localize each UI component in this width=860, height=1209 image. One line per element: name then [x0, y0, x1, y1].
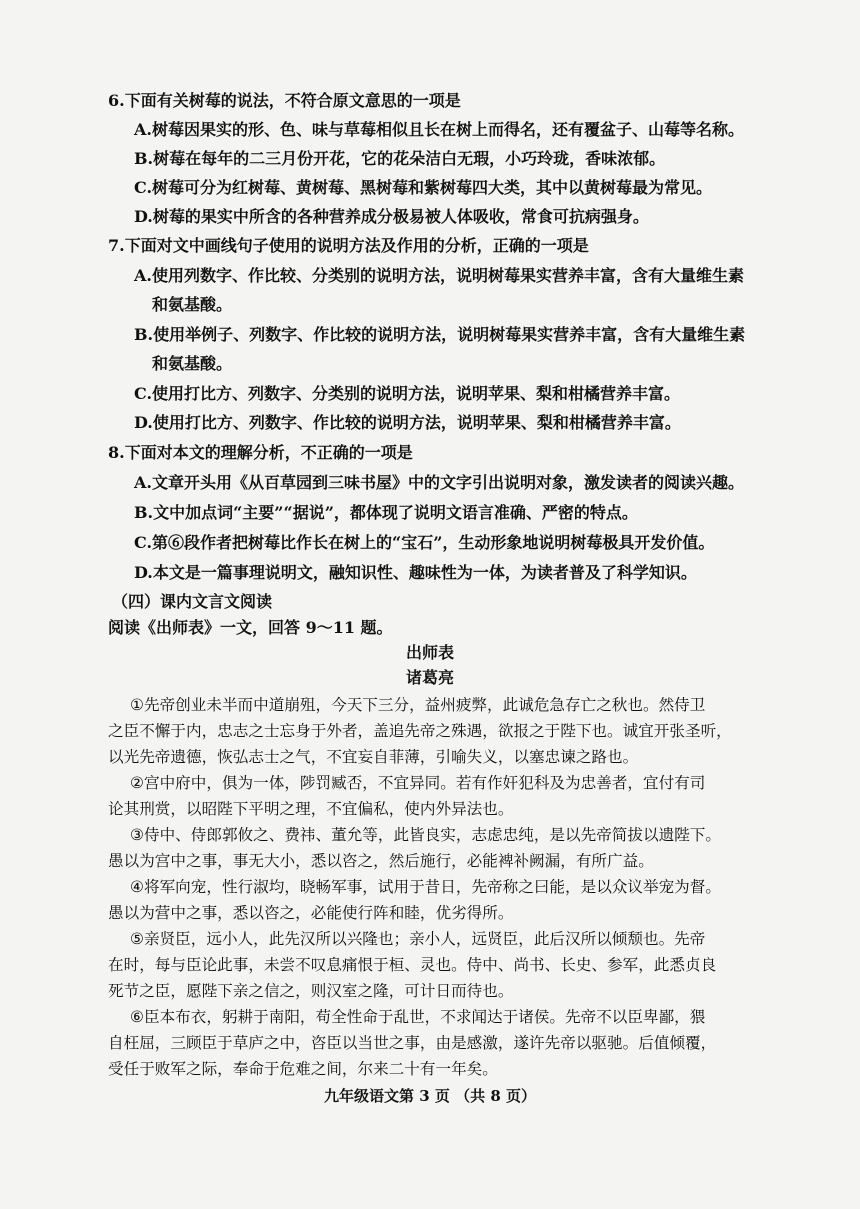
- question-6-stem: 6.下面有关树莓的说法，不符合原文意思的一项是: [108, 91, 461, 110]
- passage-title: 出师表: [405, 643, 454, 662]
- page-footer: 九年级语文第 3 页 （共 8 页）: [324, 1087, 536, 1105]
- question-8-option-c: C.第⑥段作者把树莓比作长在树上的“宝石”，生动形象地说明树莓极具开发价值。: [134, 533, 715, 552]
- passage-line: ②宫中府中，俱为一体，陟罚臧否，不宜异同。若有作奸犯科及为忠善者，宜付有司: [130, 774, 706, 792]
- passage-line: 自枉屈，三顾臣于草庐之中，咨臣以当世之事，由是感激，遂许先帝以驱驰。后值倾覆，: [108, 1034, 717, 1052]
- passage-author: 诸葛亮: [405, 668, 454, 687]
- question-6-option-c: C.树莓可分为红树莓、黄树莓、黑树莓和紫树莓四大类，其中以黄树莓最为常见。: [134, 178, 713, 197]
- question-8-stem: 8.下面对本文的理解分析，不正确的一项是: [108, 443, 413, 462]
- question-7-option-c: C.使用打比方、列数字、分类别的说明方法，说明苹果、梨和柑橘营养丰富。: [134, 384, 681, 403]
- question-7-stem: 7.下面对文中画线句子使用的说明方法及作用的分析，正确的一项是: [108, 236, 589, 255]
- passage-line: 论其刑赏，以昭陛下平明之理，不宜偏私，使内外异法也。: [108, 800, 514, 818]
- question-7-option-a-cont: 和氨基酸。: [152, 295, 233, 314]
- passage-line: 受任于败军之际，奉命于危难之间，尔来二十有一年矣。: [108, 1060, 498, 1078]
- question-8-option-d: D.本文是一篇事理说明文，融知识性、趣味性为一体，为读者普及了科学知识。: [134, 563, 697, 582]
- passage-line: ③侍中、侍郎郭攸之、费祎、董允等，此皆良实，志虑忠纯，是以先帝简拔以遗陛下。: [130, 826, 721, 844]
- passage-line: 在时，每与臣论此事，未尝不叹息痛恨于桓、灵也。侍中、尚书、长史、参军，此悉贞良: [108, 956, 717, 974]
- passage-line: ①先帝创业未半而中道崩殂，今天下三分，益州疲弊，此诚危急存亡之秋也。然侍卫: [130, 696, 706, 714]
- question-7-option-b: B.使用举例子、列数字、作比较的说明方法，说明树莓果实营养丰富，含有大量维生素: [134, 325, 746, 344]
- question-6-option-b: B.树莓在每年的二三月份开花，它的花朵洁白无瑕，小巧玲珑，香味浓郁。: [134, 149, 666, 168]
- question-8-option-a: A.文章开头用《从百草园到三味书屋》中的文字引出说明对象，激发读者的阅读兴趣。: [134, 473, 744, 492]
- question-6-option-a: A.树莓因果实的形、色、味与草莓相似且长在树上而得名，还有覆盆子、山莓等名称。: [134, 120, 744, 139]
- passage-line: 以光先帝遗德，恢弘志士之气，不宜妄自菲薄，引喻失义，以塞忠谏之路也。: [108, 748, 639, 766]
- passage-line: ④将军向宠，性行淑均，晓畅军事，试用于昔日，先帝称之曰能，是以众议举宠为督。: [130, 878, 721, 896]
- passage-line: 愚以为宫中之事，事无大小，悉以咨之，然后施行，必能裨补阙漏，有所广益。: [108, 852, 654, 870]
- passage-line: 之臣不懈于内，忠志之士忘身于外者，盖追先帝之殊遇，欲报之于陛下也。诚宜开张圣听，: [108, 722, 732, 740]
- section-heading: （四）课内文言文阅读: [112, 592, 273, 611]
- passage-line: ⑥臣本布衣，躬耕于南阳，苟全性命于乱世，不求闻达于诸侯。先帝不以臣卑鄙，猥: [130, 1008, 706, 1026]
- passage-line: 愚以为营中之事，悉以咨之，必能使行阵和睦，优劣得所。: [108, 904, 514, 922]
- question-8-option-b: B.文中加点词“主要”“据说”，都体现了说明文语言准确、严密的特点。: [134, 503, 638, 522]
- section-instruction: 阅读《出师表》一文，回答 9～11 题。: [108, 618, 393, 637]
- question-6-option-d: D.树莓的果实中所含的各种营养成分极易被人体吸收，常食可抗病强身。: [134, 207, 649, 226]
- question-7-option-a: A.使用列数字、作比较、分类别的说明方法，说明树莓果实营养丰富，含有大量维生素: [134, 266, 744, 285]
- question-7-option-d: D.使用打比方、列数字、作比较的说明方法，说明苹果、梨和柑橘营养丰富。: [134, 413, 681, 432]
- passage-line: ⑤亲贤臣，远小人，此先汉所以兴隆也；亲小人，远贤臣，此后汉所以倾颓也。先帝: [130, 930, 706, 948]
- passage-line: 死节之臣，愿陛下亲之信之，则汉室之隆，可计日而待也。: [108, 982, 514, 1000]
- question-7-option-b-cont: 和氨基酸。: [152, 354, 233, 373]
